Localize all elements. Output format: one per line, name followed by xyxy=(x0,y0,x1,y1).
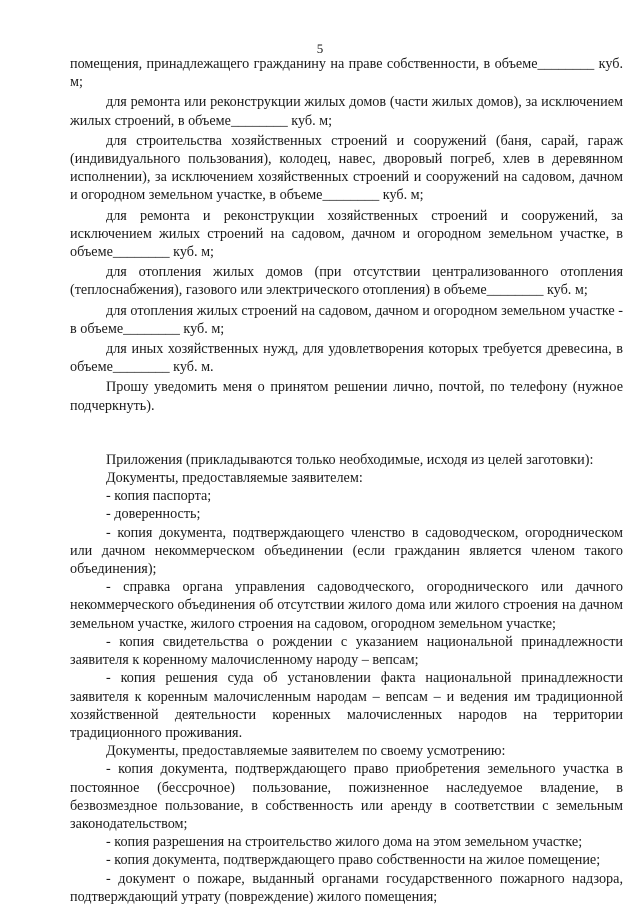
list-item-certificate-no-house: - справка органа управления садоводческого, огороднического или дачного некоммерческого объединения об отсутствии жилого дома или жилого строения на дачном земельном участке, жилого строения на садовом, огородном земельном участке; xyxy=(70,579,623,632)
list-item-passport: - копия паспорта; xyxy=(106,488,212,505)
list-item-building-permit: - копия разрешения на строительство жилого дома на этом земельном участке; xyxy=(106,834,583,851)
attachments-heading: Приложения (прикладываются только необходимые, исходя из целей заготовки): xyxy=(106,451,594,468)
list-item-birth-certificate: - копия свидетельства о рождении с указанием национальной принадлежности заявителя к коренному малочисленному народу – вепсам; xyxy=(70,633,623,669)
page-number: 5 xyxy=(316,41,324,56)
paragraph-other-needs: для иных хозяйственных нужд, для удовлетворения которых требуется древесина, в объеме________ куб. м. xyxy=(70,341,623,376)
paragraph-outbuildings-construction: для строительства хозяйственных строений и сооружений (баня, сарай, гараж (индивидуального пользования), колодец, навес, дворовый погреб, хлев в деревянном исполнении), за исключением хозяйственных строений и сооружений на садовом, дачном и огородном земельном участке, в объеме________ куб. м; xyxy=(70,132,623,204)
applicant-docs-heading: Документы, предоставляемые заявителем: xyxy=(106,470,363,487)
list-item-court-decision: - копия решения суда об установлении факта национальной принадлежности заявителя к коренным малочисленным народам – вепсам – и ведения им традиционной хозяйственной деятельности коренных малочисленных народов на территории традиционного проживания. xyxy=(70,670,623,741)
list-item-fire-document: - документ о пожаре, выданный органами государственного пожарного надзора, подтверждающий утрату (повреждение) жилого помещения; xyxy=(70,870,623,905)
paragraph-outbuildings-repair: для ремонта и реконструкции хозяйственных строений и сооружений, за исключением жилых строений на садовом, дачном и огородном земельном участке, в объеме________ куб. м; xyxy=(70,207,623,261)
list-item-power-of-attorney: - доверенность; xyxy=(106,506,201,523)
paragraph-continuation: помещения, принадлежащего гражданину на праве собственности, в объеме________ куб. м; xyxy=(70,56,623,91)
paragraph-heating-garden: для отопления жилых строений на садовом, дачном и огородном земельном участке - в объеме________ куб. м; xyxy=(70,302,623,337)
list-item-land-rights: - копия документа, подтверждающего право приобретения земельного участка в постоянное (бессрочное) пользование, пожизненное наследуемое владение, в безвозмездное пользование, в собственность или аренду в соответствии с земельным законодательством; xyxy=(70,761,623,832)
list-item-ownership: - копия документа, подтверждающего право собственности на жилое помещение; xyxy=(106,852,601,869)
optional-docs-heading: Документы, предоставляемые заявителем по своему усмотрению: xyxy=(106,743,506,760)
paragraph-notification: Прошу уведомить меня о принятом решении лично, почтой, по телефону (нужное подчеркнуть). xyxy=(70,379,623,414)
paragraph-heating-houses: для отопления жилых домов (при отсутствии централизованного отопления (теплоснабжения), газового или электрического отопления) в объеме________ куб. м; xyxy=(70,264,623,299)
list-item-membership: - копия документа, подтверждающего членство в садоводческом, огородническом или дачном некоммерческом объединении (если гражданин является членом такого объединения); xyxy=(70,524,623,578)
paragraph-repair-houses: для ремонта или реконструкции жилых домов (части жилых домов), за исключением жилых строений, в объеме________ куб. м; xyxy=(70,94,623,129)
document-body xyxy=(70,55,623,906)
